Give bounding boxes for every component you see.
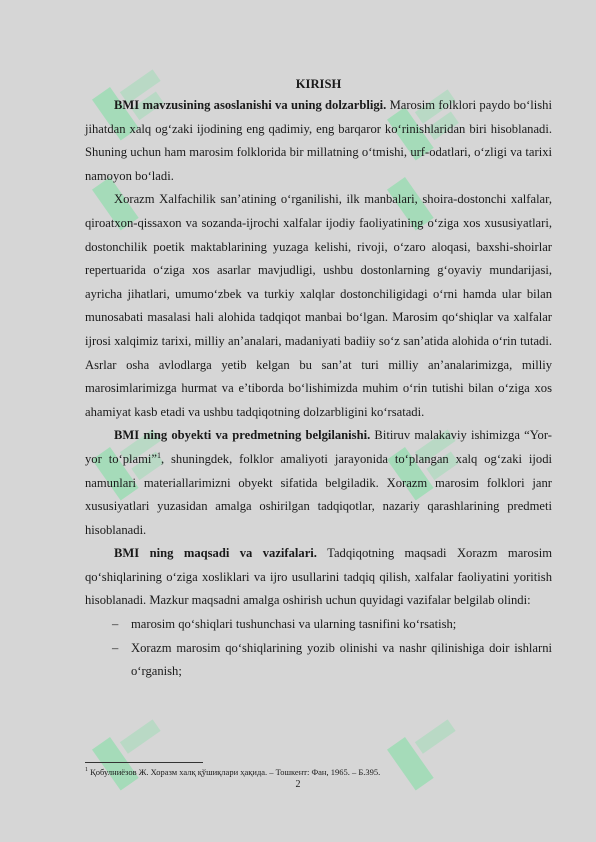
watermark-logo xyxy=(370,690,490,810)
footnote-mark: 1 xyxy=(85,767,88,774)
footnote-separator xyxy=(85,762,203,763)
list-item xyxy=(85,613,552,637)
paragraph-text: Bitiruv malakaviy ishimizga “Yor-yor to‘plami” xyxy=(85,428,552,466)
footnote-reference[interactable]: 1 xyxy=(156,450,161,460)
list-item-text: marosim qo‘shiqlari tushunchasi va ularning tasnifini ko‘rsatish; xyxy=(131,617,457,632)
footnote-text: Қобулниёзов Ж. Хоразм халқ қўшиқлари ҳақида. – Тошкент: Фан, 1965. – Б.395. xyxy=(88,767,381,777)
paragraph-text: Marosim folklori paydo bo‘lishi jihatdan xalq og‘zaki ijodining eng qadimiy, eng barqaror ko‘rinishlaridan biri hisoblanadi. Shuning uchun ham marosim folklorida bir millatning o‘tmishi, urf-odatlari, o‘zligi va tarixi namoyon bo‘ladi. xyxy=(85,98,552,183)
paragraph-object xyxy=(85,424,552,542)
list-dash: – xyxy=(112,640,119,655)
list-item xyxy=(85,637,552,684)
list-dash: – xyxy=(112,617,119,632)
paragraph-lead: BMI ning maqsadi va vazifalari. xyxy=(114,546,317,561)
section-heading: KIRISH xyxy=(295,77,342,91)
paragraph-xalfachilik xyxy=(85,188,552,424)
paragraph-text: Tadqiqotning maqsadi Xorazm marosim qo‘shiqlarining o‘ziga xosliklari va ijro usullarini tadqiq qilish, xalfalar faoliyatini yoritish hisoblanadi. Mazkur maqsadni amalga oshirish uchun quyidagi vazifalar belgilab olindi: xyxy=(85,546,552,608)
paragraph-text: , shuningdek, folklor amaliyoti jarayonida to‘plangan xalq og‘zaki ijodi namunlari materiallarimizni obyekt sifatida belgiladik. Xorazm marosim folklori janr xususiyatlari yuzasidan amalga oshirilgan tadqiqotlar, nazariy qarashlarining predmeti hisoblanadi. xyxy=(85,451,552,537)
watermark-logo xyxy=(75,690,195,810)
paragraph-text: Xorazm Xalfachilik san’atining o‘rganilishi, ilk manbalari, shoira-dostonchi xalfalar, qiroatxon-qissaxon va sozanda-ijrochi xalfalar ijodiy faoliyatining o‘ziga xos xususiyatlari, dostonchilik poetik maktablarining yuzaga kelishi, rivoji, o‘zaro aloqasi, baxshi-shoirlar repertuarida o‘ziga xos asarlar mavjudligi, ushbu dostonlarning g‘oyaviy mundarijasi, ayricha jihatlari, umumo‘zbek va turkiy xalqlar dostonchiligidagi o‘rni hamda ular bilan munosabati masalasi hali alohida tadqiqot manbai bo‘lgan. Marosim qo‘shiqlar va xalfalar ijrosi xalqimiz tarixi, milliy an’analari, madaniyati badiiy so‘z san’atida alohida o‘rin tutadi. Asrlar osha avlodlarga yetib kelgan bu san’at turi milliy an’analarimizga, milliy marosimlarimizga hurmat va e’tiborda bo‘lishimizda muhim o‘rin tutishi bilan o‘ziga xos ahamiyat kasb etadi va ushbu tadqiqotning dolzarbligini ko‘rsatadi. xyxy=(85,192,552,419)
page-number: 2 xyxy=(295,779,301,790)
footnote xyxy=(85,767,380,778)
paragraph-relevance xyxy=(85,94,552,188)
paragraph-lead: BMI mavzusining asoslanishi va uning dolzarbligi. xyxy=(114,98,387,112)
document-body xyxy=(85,76,552,684)
list-item-text: Xorazm marosim qo‘shiqlarining yozib olinishi va nashr qilinishiga doir ishlarni o‘rganish; xyxy=(131,640,552,679)
paragraph-goals xyxy=(85,542,552,613)
paragraph-lead: BMI ning obyekti va predmetning belgilanishi. xyxy=(114,428,371,443)
